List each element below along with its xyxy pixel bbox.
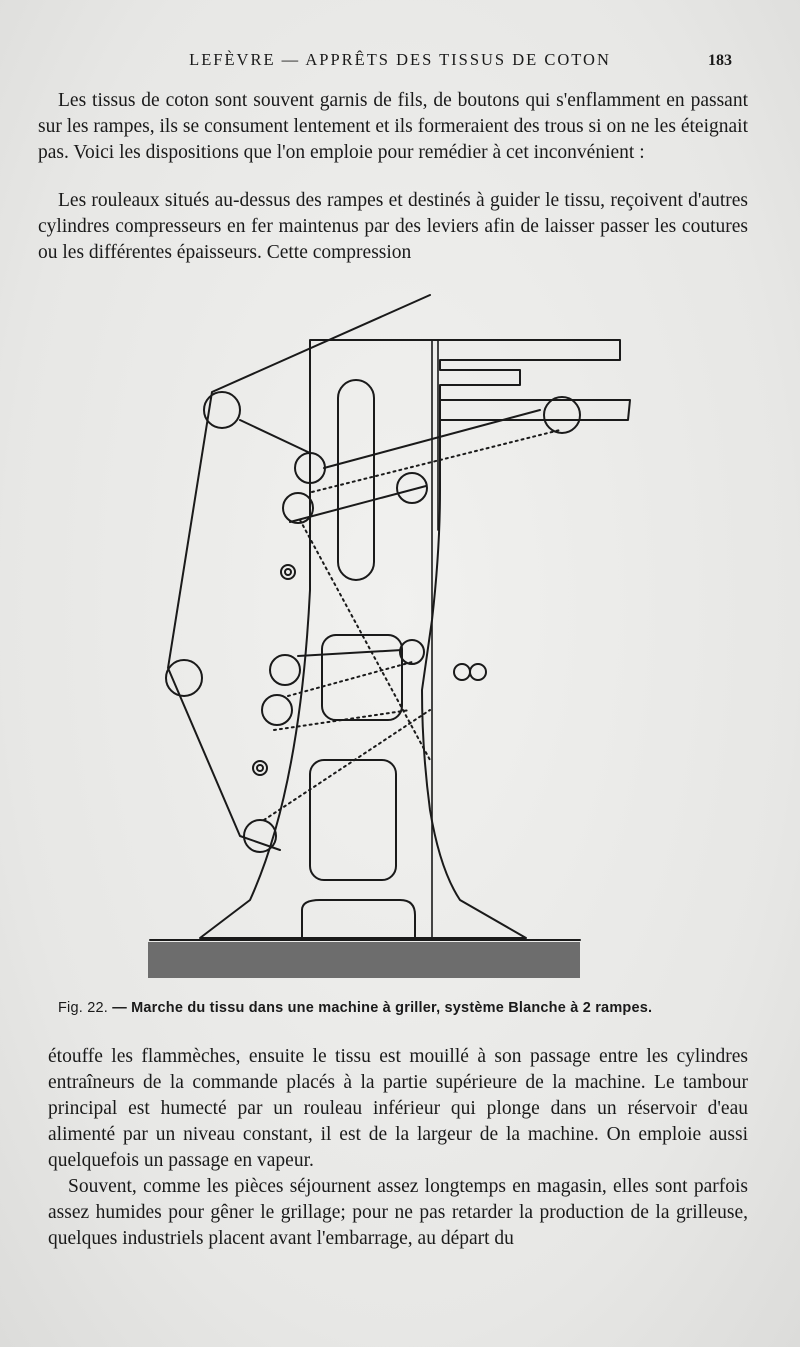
- figure-caption: [58, 1000, 758, 1016]
- running-head: [40, 50, 760, 74]
- ramp-burner-upper: [281, 565, 295, 579]
- ground-hatch: [148, 942, 580, 978]
- roller-pair-a: [454, 664, 470, 680]
- upper-arm: [440, 400, 630, 420]
- slot-lower: [310, 760, 396, 880]
- roller-guide-2: [400, 640, 424, 664]
- fabric-path: [168, 295, 430, 850]
- frame-outline: [200, 340, 620, 938]
- paragraph: Les rouleaux situés au-dessus des rampes et destinés à guider le tissu, reçoivent d'autres cylindres compresseurs en fer maintenus par des leviers afin de laisser passer les coutures ou les différentes épaisseurs. Cette compression: [38, 190, 748, 263]
- ramp-burner-lower: [253, 761, 267, 775]
- paragraph: Souvent, comme les pièces séjournent assez longtemps en magasin, elles sont parfois assez humides pour gêner le grillage; pour ne pas retarder la production de la grilleuse, quelques industriels placent avant l'embarrage, au départ du: [48, 1176, 748, 1249]
- machine-diagram-svg: [140, 290, 640, 990]
- roller-upper-2: [283, 493, 313, 523]
- base-plate: [302, 900, 415, 938]
- roller-top-right: [544, 397, 580, 433]
- page-number: 183: [708, 52, 732, 69]
- roller-guide-1: [397, 473, 427, 503]
- caption-number: Fig. 22.: [58, 1000, 108, 1016]
- slot-middle: [322, 635, 402, 720]
- caption-text: — Marche du tissu dans une machine à griller, système Blanche à 2 rampes.: [112, 1000, 653, 1016]
- figure-machine-diagram: [140, 290, 640, 990]
- roller-pair-b: [470, 664, 486, 680]
- roller-lower-1: [270, 655, 300, 685]
- paragraph: Les tissus de coton sont souvent garnis de fils, de boutons qui s'enflamment en passant sur les rampes, ils se consument lentement et ils formeraient des trous si on ne les éteignait pas. Voici les dispositions que l'on emploie pour remédier à cet inconvénient :: [38, 90, 748, 163]
- roller-lower-2: [262, 695, 292, 725]
- paragraph: étouffe les flammèches, ensuite le tissu est mouillé à son passage entre les cylindres entraîneurs de la commande placés à la partie supérieure de la machine. Le tambour principal est humecté par un rouleau inférieur qui plonge dans un réservoir d'eau alimenté par un niveau constant, il est de la largeur de la machine. On emploie aussi quelquefois un passage en vapeur.: [48, 1046, 748, 1171]
- running-title: LEFÈVRE — APPRÊTS DES TISSUS DE COTON: [189, 50, 611, 69]
- slot-upper: [338, 380, 374, 580]
